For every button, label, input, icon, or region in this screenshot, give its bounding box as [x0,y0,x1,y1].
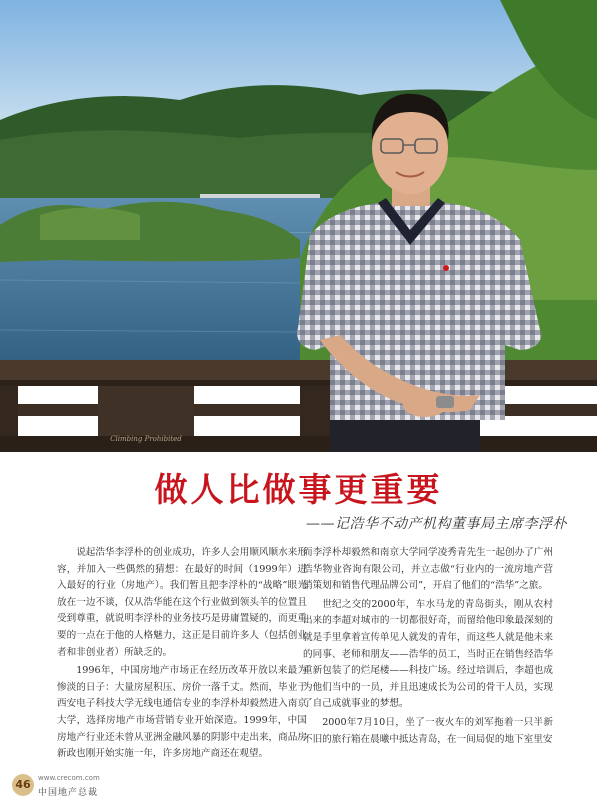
railing-top [0,360,597,380]
article-column-right [303,545,553,750]
page-number: 46 [12,774,34,796]
footer-url: www.crecom.com [38,774,100,782]
article-column-left [57,545,307,765]
article-subtitle: ——记浩华不动产机构董事局主席李浮朴 [306,516,567,532]
article-title: 做人比做事更重要 [154,470,443,509]
paragraph: 1996年，中国房地产市场正在经历改革开放以来最为惨淡的日子：大量房屋积压、房价一落千丈。然而，毕业于西安电子科技大学无线电通信专业的李浮朴却毅然进入南京大学，选择房地产市场营销专业开始深造。1999年，中国房地产行业还未曾从亚洲金融风暴的阴影中走出来，商品房新政也刚开始实施一年，许多房地产商还在观望。 [57,665,307,760]
paragraph: 2000年7月10日，坐了一夜火车的刘军拖着一只半新不旧的旅行箱在晨曦中抵达青岛，在一间局促的地下室里安 [303,716,553,745]
paragraph: 说起浩华李浮朴的创业成功，许多人会用顺风顺水来形容，并加入一些偶然的猜想：在最好的时间（1999年）进入最好的行业（房地产）。我们暂且把李浮朴的“战略”眼光放在一边不谈，仅从浩华能在这个行业做到领头羊的位置且受到尊重，就说明李浮朴的业务技巧是毋庸置疑的，而更重要的一点在于他的人格魅力，这正是目前许多人（包括创业者和非创业者）所缺乏的。 [57,547,307,658]
railing-sign: Climbing Prohibited [110,435,182,443]
magazine-name: 中国地产总裁 [38,788,99,798]
paragraph: 世纪之交的2000年，车水马龙的青岛街头，刚从农村出来的李超对城市的一切都很好奇，而留给他印象最深刻的就是手里拿着宣传单见人就发的青年，而这些人就是他未来的同事、老师和朋友——浩华的员工，当时正在销售经浩华重新包装了的烂尾楼——科技广场。经过培训后，李超也成为他们当中的一员，并且迅速成长为公司的骨干人员，实现了自己成就事业的梦想。 [303,598,553,710]
paragraph: 而李浮朴却毅然和南京大学同学凌秀青先生一起创办了广州浩华物业咨询有限公司，并立志做“行业内的一流房地产营销策划和销售代理品牌公司”，开启了他们的“浩华”之旅。 [303,547,553,592]
page-footer [12,768,212,804]
